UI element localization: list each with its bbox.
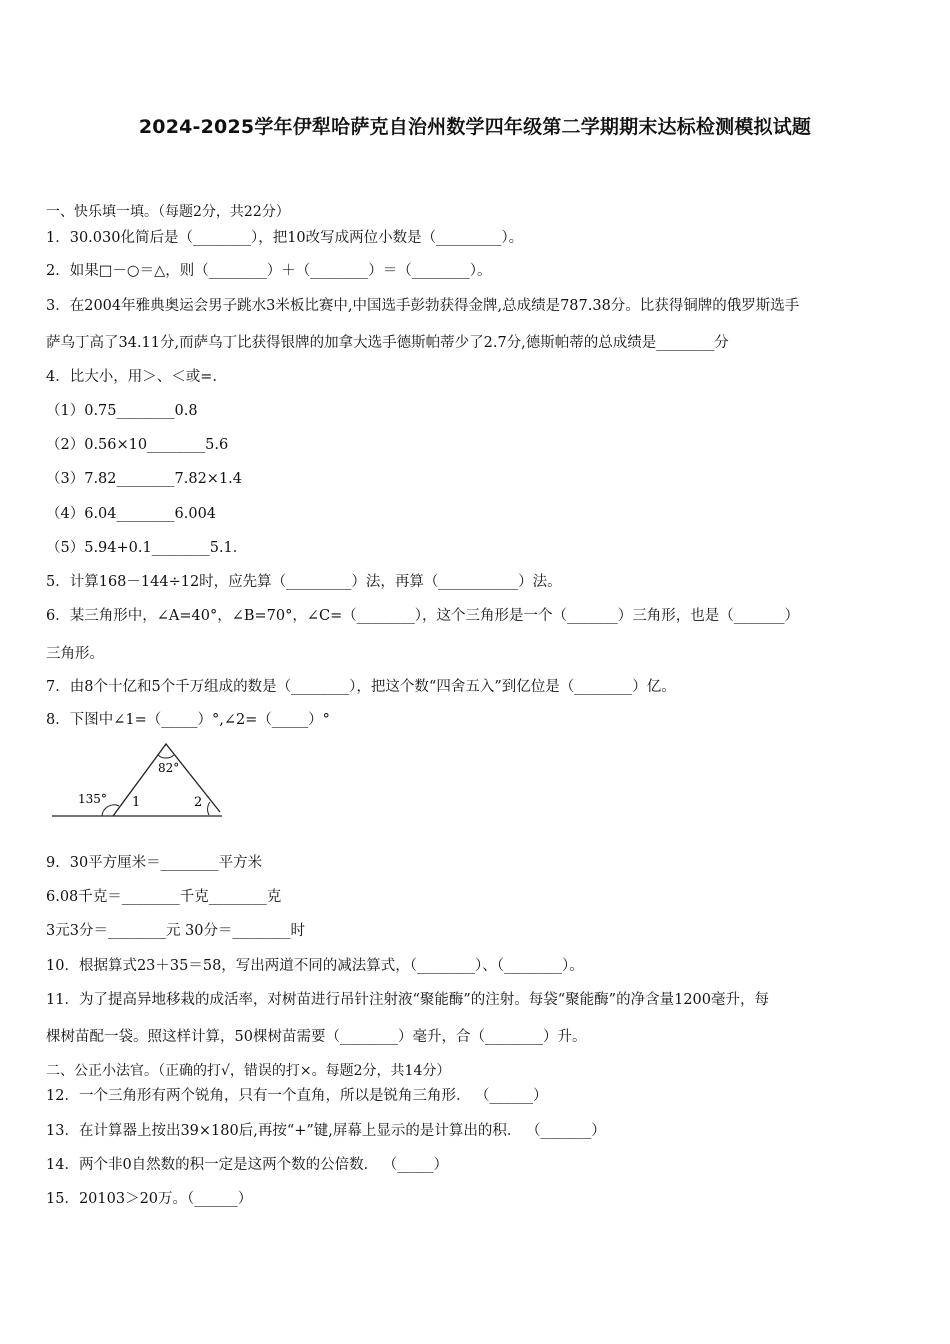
triangle-sides (113, 744, 220, 816)
question-8: 8．下图中∠1=（_____）°,∠2=（_____）° (46, 712, 330, 728)
label-angle-1: 1 (132, 795, 141, 810)
question-9-line-3: 3元3分＝________元 30分＝________时 (46, 923, 306, 939)
question-4-part-3: （3）7.82________7.82×1.4 (46, 471, 243, 487)
question-14: 14．两个非0自然数的积一定是这两个数的公倍数． （_____） (46, 1157, 449, 1173)
question-6-line-1: 6．某三角形中，∠A=40°，∠B=70°，∠C=（________），这个三角形是一个（_______）三角形，也是（_______） (46, 608, 799, 624)
question-4-part-2: （2）0.56×10________5.6 (46, 437, 229, 453)
question-6-line-2: 三角形。 (46, 646, 104, 662)
question-4: 4．比大小，用＞、＜或=. (46, 369, 217, 385)
question-4-part-5: （5）5.94+0.1________5.1． (46, 540, 248, 556)
question-2: 2．如果□－○＝△，则（________）＋（________）＝（________）。 (46, 263, 492, 279)
question-7: 7．由8个十亿和5个千万组成的数是（________），把这个数“四舍五入”到亿位是（________）亿。 (46, 679, 676, 695)
question-5: 5．计算168－144÷12时，应先算（_________）法，再算（___________）法。 (46, 574, 562, 590)
angle-arc-2 (208, 802, 210, 815)
question-12: 12．一个三角形有两个锐角，只有一个直角，所以是锐角三角形． （______） (46, 1088, 548, 1104)
triangle-figure (46, 740, 226, 822)
question-9-line-1: 9．30平方厘米＝________平方米 (46, 855, 263, 871)
question-11-line-1: 11．为了提高异地移栽的成活率，对树苗进行吊针注射液“聚能酶”的注射。每袋“聚能酶”的净含量1200毫升，每 (46, 992, 769, 1008)
label-135: 135° (78, 792, 107, 806)
question-9-line-2: 6.08千克＝________千克________克 (46, 889, 282, 905)
question-10: 10．根据算式23＋35＝58，写出两道不同的减法算式，（________）、（________）。 (46, 958, 584, 974)
question-15: 15．20103＞20万。（______） (46, 1191, 253, 1207)
question-3-line-1: 3．在2004年雅典奥运会男子跳水3米板比赛中,中国选手彭勃获得金牌,总成绩是787.38分。比获得铜牌的俄罗斯选手 (46, 298, 800, 314)
question-1: 1．30.030化简后是（________），把10改写成两位小数是（_________）。 (46, 230, 524, 246)
question-3-line-2: 萨乌丁高了34.11分,而萨乌丁比获得银牌的加拿大选手德斯帕蒂少了2.7分,德斯帕蒂的总成绩是________分 (46, 335, 729, 351)
question-4-part-1: （1）0.75________0.8 (46, 403, 198, 419)
question-11-line-2: 棵树苗配一袋。照这样计算，50棵树苗需要（________）毫升，合（________）升。 (46, 1029, 587, 1045)
question-13: 13．在计算器上按出39×180后,再按“+”键,屏幕上显示的是计算出的积． （_______） (46, 1123, 606, 1139)
angle-arc-top (158, 755, 174, 758)
question-4-part-4: （4）6.04________6.004 (46, 506, 217, 522)
label-angle-2: 2 (194, 795, 203, 810)
section-heading-2: 二、公正小法官。（正确的打√，错误的打×。每题2分，共14分） (46, 1063, 451, 1079)
label-82: 82° (158, 761, 180, 775)
section-heading-1: 一、快乐填一填。（每题2分，共22分） (46, 204, 290, 220)
page-title: 2024-2025学年伊犁哈萨克自治州数学四年级第二学期期末达标检测模拟试题 (138, 116, 812, 138)
